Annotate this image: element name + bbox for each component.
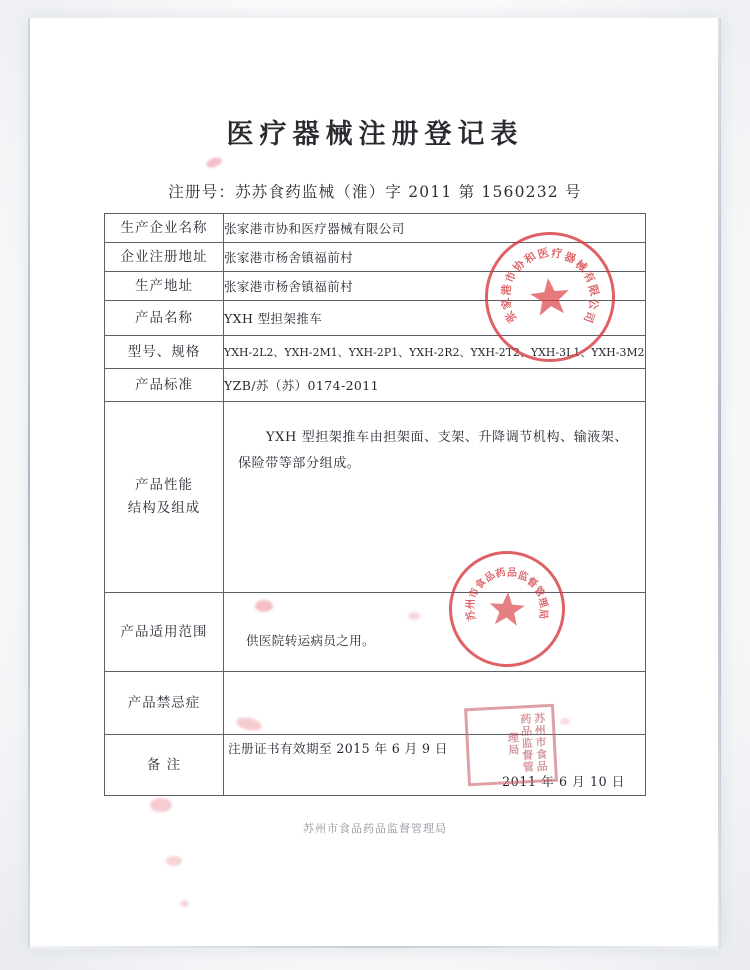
table-row (105, 243, 646, 272)
table-row (105, 593, 646, 672)
row-label-note: 备 注 (105, 735, 224, 796)
row-value-product-name: YXH 型担架推车 (224, 301, 646, 336)
row-value-production-site: 张家港市杨舍镇福前村 (224, 272, 646, 301)
ink-blot (180, 900, 189, 907)
row-label-structure (105, 402, 224, 593)
table-row (105, 369, 646, 402)
issuer-footer: 苏州市食品药品监督管理局 (303, 822, 447, 835)
row-label-company-name: 生产企业名称 (105, 214, 224, 243)
row-value-product-standard: YZB/苏（苏）0174-2011 (224, 369, 646, 402)
row-value-registered-address: 张家港市杨舍镇福前村 (224, 243, 646, 272)
row-value-contraindication (224, 672, 646, 735)
row-value-scope-cell (224, 593, 646, 672)
row-label-contraindication: 产品禁忌症 (105, 672, 224, 735)
table-row (105, 301, 646, 336)
row-value-company-name: 张家港市协和医疗器械有限公司 (224, 214, 646, 243)
row-value-note-date: 2011 年 6 月 10 日 (502, 774, 625, 789)
table-row (105, 214, 646, 243)
table-row (105, 402, 646, 593)
row-label-structure-line2: 结构及组成 (127, 500, 201, 516)
authority-seal-ring-text: 苏 州 市 食 品 药 品 监 督 管 理 局 (464, 566, 550, 622)
registration-number: 注册号：苏苏食药监械（淮）字 2011 第 1560232 号 (168, 183, 582, 201)
row-value-structure-cell (224, 402, 646, 593)
row-value-scope: 供医院转运病员之用。 (246, 633, 376, 648)
table-row (105, 336, 646, 369)
row-value-structure: YXH 型担架推车由担架面、支架、升降调节机构、输液架、保险带等部分组成。 (238, 430, 629, 471)
row-label-scope: 产品适用范围 (105, 593, 224, 672)
square-seal-text: 苏州市食品药品监督管理局 (505, 712, 549, 774)
ink-blot (205, 156, 223, 170)
company-seal-ring-text: 张 家 港 市 协 和 医 疗 器 械 有 限 公 司 (498, 245, 602, 325)
row-label-structure-line1: 产品性能 (135, 477, 193, 494)
row-value-note: 注册证书有效期至 2015 年 6 月 9 日 (228, 741, 448, 756)
row-label-production-site: 生产地址 (105, 272, 224, 301)
page-title: 医疗器械注册登记表 (226, 119, 524, 150)
table-row (105, 735, 646, 796)
row-value-note-cell (224, 735, 646, 796)
ink-blot (150, 798, 172, 812)
table-row (105, 672, 646, 735)
ink-blot (166, 856, 182, 866)
registration-table (104, 213, 646, 796)
row-value-model-spec: YXH-2L2、YXH-2M1、YXH-2P1、YXH-2R2、YXH-2T2、YXH-3L1、YXH-3M2 (224, 336, 646, 369)
row-label-product-standard: 产品标准 (105, 369, 224, 402)
row-label-model-spec: 型号、规格 (105, 336, 224, 369)
row-label-registered-address: 企业注册地址 (105, 243, 224, 272)
table-row (105, 272, 646, 301)
row-label-product-name: 产品名称 (105, 301, 224, 336)
